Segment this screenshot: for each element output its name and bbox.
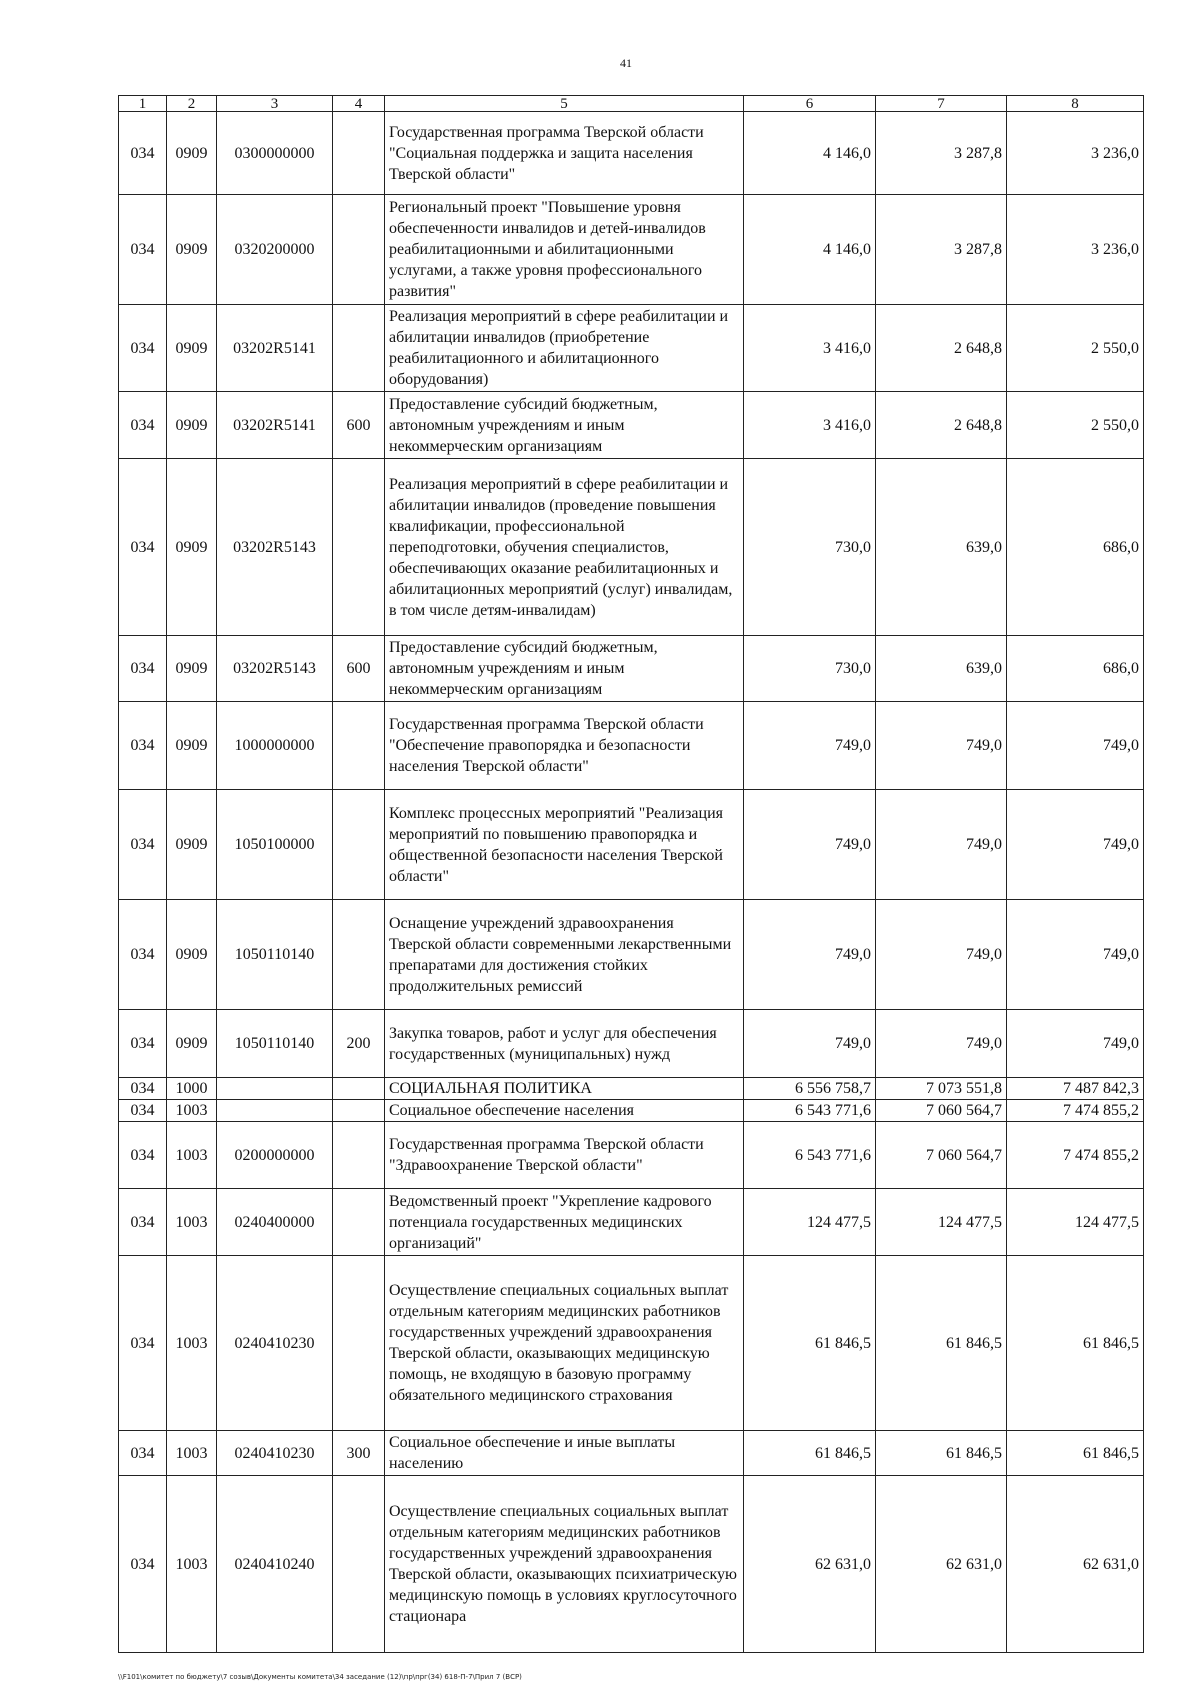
cell-description: Ведомственный проект "Укрепление кадрового потенциала государственных медицинских организаций"	[385, 1189, 744, 1256]
cell-target-article: 0240410240	[217, 1476, 333, 1653]
cell-expense-type	[333, 1100, 385, 1122]
cell-target-article: 0240410230	[217, 1431, 333, 1476]
cell-ministry-code: 034	[119, 1476, 167, 1653]
cell-amount-col6: 749,0	[744, 1010, 876, 1078]
cell-amount-col6: 61 846,5	[744, 1256, 876, 1431]
cell-target-article: 03202R5141	[217, 305, 333, 392]
file-path-footer: \\F101\комитет по бюджету\7 созыв\Документы комитета\34 заседание (12)\пр\прг(34) 618-П-7\Прил 7 (ВСР)	[118, 1673, 522, 1681]
cell-ministry-code: 034	[119, 1122, 167, 1189]
cell-description: Реализация мероприятий в сфере реабилитации и абилитации инвалидов (приобретение реабилитационного и абилитационного оборудования)	[385, 305, 744, 392]
cell-amount-col7: 7 060 564,7	[876, 1122, 1007, 1189]
cell-section-code: 1003	[167, 1256, 217, 1431]
cell-amount-col6: 6 543 771,6	[744, 1122, 876, 1189]
column-header: 4	[333, 96, 385, 112]
cell-section-code: 1003	[167, 1476, 217, 1653]
column-header: 7	[876, 96, 1007, 112]
cell-ministry-code: 034	[119, 1010, 167, 1078]
cell-ministry-code: 034	[119, 112, 167, 195]
table-row	[119, 702, 1144, 790]
cell-section-code: 1003	[167, 1189, 217, 1256]
cell-target-article: 03202R5143	[217, 459, 333, 636]
cell-ministry-code: 034	[119, 1100, 167, 1122]
table-row	[119, 1431, 1144, 1476]
cell-ministry-code: 034	[119, 1431, 167, 1476]
cell-amount-col7: 2 648,8	[876, 305, 1007, 392]
cell-target-article: 1050110140	[217, 900, 333, 1010]
cell-amount-col7: 749,0	[876, 790, 1007, 900]
cell-section-code: 0909	[167, 392, 217, 459]
cell-section-code: 0909	[167, 305, 217, 392]
cell-ministry-code: 034	[119, 900, 167, 1010]
cell-section-code: 0909	[167, 702, 217, 790]
cell-amount-col7: 3 287,8	[876, 195, 1007, 305]
cell-target-article: 1050110140	[217, 1010, 333, 1078]
table-row	[119, 1256, 1144, 1431]
cell-amount-col6: 730,0	[744, 459, 876, 636]
cell-amount-col6: 124 477,5	[744, 1189, 876, 1256]
table-row	[119, 459, 1144, 636]
cell-target-article: 0240400000	[217, 1189, 333, 1256]
cell-target-article: 1000000000	[217, 702, 333, 790]
cell-amount-col7: 124 477,5	[876, 1189, 1007, 1256]
cell-amount-col8: 686,0	[1007, 459, 1144, 636]
cell-target-article: 0240410230	[217, 1256, 333, 1431]
cell-amount-col8: 62 631,0	[1007, 1476, 1144, 1653]
cell-amount-col7: 7 073 551,8	[876, 1078, 1007, 1100]
cell-amount-col6: 3 416,0	[744, 305, 876, 392]
cell-ministry-code: 034	[119, 1189, 167, 1256]
cell-amount-col6: 3 416,0	[744, 392, 876, 459]
cell-expense-type	[333, 702, 385, 790]
cell-description: СОЦИАЛЬНАЯ ПОЛИТИКА	[385, 1078, 744, 1100]
cell-target-article	[217, 1100, 333, 1122]
cell-target-article: 0320200000	[217, 195, 333, 305]
cell-section-code: 1003	[167, 1100, 217, 1122]
cell-amount-col6: 730,0	[744, 636, 876, 702]
table-row	[119, 636, 1144, 702]
cell-target-article: 0300000000	[217, 112, 333, 195]
cell-amount-col6: 749,0	[744, 900, 876, 1010]
cell-expense-type	[333, 1476, 385, 1653]
cell-section-code: 0909	[167, 195, 217, 305]
table-row	[119, 195, 1144, 305]
cell-ministry-code: 034	[119, 636, 167, 702]
cell-expense-type	[333, 112, 385, 195]
cell-amount-col8: 749,0	[1007, 702, 1144, 790]
cell-description: Осуществление специальных социальных выплат отдельным категориям медицинских работников государственных учреждений здравоохранения Тверской области, оказывающих медицинскую помощь, не входящую в базовую программу обязательного медицинского страхования	[385, 1256, 744, 1431]
cell-amount-col7: 7 060 564,7	[876, 1100, 1007, 1122]
cell-ministry-code: 034	[119, 305, 167, 392]
cell-amount-col8: 686,0	[1007, 636, 1144, 702]
cell-section-code: 0909	[167, 459, 217, 636]
cell-section-code: 0909	[167, 112, 217, 195]
table-row	[119, 1189, 1144, 1256]
table-row	[119, 1010, 1144, 1078]
cell-amount-col8: 3 236,0	[1007, 195, 1144, 305]
table-row	[119, 112, 1144, 195]
cell-ministry-code: 034	[119, 459, 167, 636]
cell-amount-col7: 61 846,5	[876, 1256, 1007, 1431]
cell-section-code: 0909	[167, 790, 217, 900]
cell-amount-col8: 749,0	[1007, 900, 1144, 1010]
cell-expense-type	[333, 1078, 385, 1100]
cell-expense-type	[333, 1189, 385, 1256]
cell-amount-col6: 62 631,0	[744, 1476, 876, 1653]
cell-amount-col6: 4 146,0	[744, 112, 876, 195]
cell-expense-type	[333, 900, 385, 1010]
cell-amount-col7: 61 846,5	[876, 1431, 1007, 1476]
cell-description: Региональный проект "Повышение уровня обеспеченности инвалидов и детей-инвалидов реабилитационными и абилитационными услугами, а также уровня профессионального развития"	[385, 195, 744, 305]
cell-description: Оснащение учреждений здравоохранения Тверской области современными лекарственными препаратами для достижения стойких продолжительных ремиссий	[385, 900, 744, 1010]
cell-amount-col7: 749,0	[876, 900, 1007, 1010]
cell-amount-col6: 61 846,5	[744, 1431, 876, 1476]
cell-expense-type	[333, 1122, 385, 1189]
budget-table	[118, 95, 1144, 1653]
table-row	[119, 392, 1144, 459]
table-row	[119, 1476, 1144, 1653]
cell-amount-col6: 749,0	[744, 702, 876, 790]
page-number: 41	[620, 56, 632, 70]
cell-ministry-code: 034	[119, 790, 167, 900]
cell-section-code: 1003	[167, 1431, 217, 1476]
column-header: 8	[1007, 96, 1144, 112]
table-row	[119, 1100, 1144, 1122]
cell-expense-type	[333, 195, 385, 305]
cell-expense-type	[333, 305, 385, 392]
header-row	[119, 96, 1144, 112]
cell-target-article: 1050100000	[217, 790, 333, 900]
cell-ministry-code: 034	[119, 1256, 167, 1431]
cell-amount-col7: 2 648,8	[876, 392, 1007, 459]
cell-section-code: 1003	[167, 1122, 217, 1189]
cell-description: Предоставление субсидий бюджетным, автономным учреждениям и иным некоммерческим организациям	[385, 392, 744, 459]
cell-amount-col7: 62 631,0	[876, 1476, 1007, 1653]
cell-description: Осуществление специальных социальных выплат отдельным категориям медицинских работников государственных учреждений здравоохранения Тверской области, оказывающих психиатрическую медицинскую помощь в условиях круглосуточного стационара	[385, 1476, 744, 1653]
cell-section-code: 0909	[167, 1010, 217, 1078]
cell-expense-type: 600	[333, 392, 385, 459]
cell-amount-col8: 61 846,5	[1007, 1431, 1144, 1476]
cell-amount-col6: 6 543 771,6	[744, 1100, 876, 1122]
cell-ministry-code: 034	[119, 392, 167, 459]
cell-amount-col6: 749,0	[744, 790, 876, 900]
cell-description: Реализация мероприятий в сфере реабилитации и абилитации инвалидов (проведение повышения квалификации, профессиональной переподготовки, обучения специалистов, обеспечивающих оказание реабилитационных и абилитационных мероприятий (услуг) инвалидам, в том числе детям-инвалидам)	[385, 459, 744, 636]
cell-amount-col8: 2 550,0	[1007, 305, 1144, 392]
cell-section-code: 0909	[167, 636, 217, 702]
column-header: 2	[167, 96, 217, 112]
cell-amount-col7: 749,0	[876, 1010, 1007, 1078]
cell-amount-col7: 639,0	[876, 636, 1007, 702]
table-row	[119, 790, 1144, 900]
table-row	[119, 1078, 1144, 1100]
table-row	[119, 1122, 1144, 1189]
cell-amount-col8: 749,0	[1007, 790, 1144, 900]
cell-amount-col8: 7 474 855,2	[1007, 1122, 1144, 1189]
cell-expense-type: 300	[333, 1431, 385, 1476]
cell-amount-col7: 639,0	[876, 459, 1007, 636]
cell-description: Комплекс процессных мероприятий "Реализация мероприятий по повышению правопорядка и общественной безопасности населения Тверской области"	[385, 790, 744, 900]
cell-amount-col8: 61 846,5	[1007, 1256, 1144, 1431]
cell-ministry-code: 034	[119, 1078, 167, 1100]
column-header: 6	[744, 96, 876, 112]
cell-expense-type: 600	[333, 636, 385, 702]
cell-amount-col6: 4 146,0	[744, 195, 876, 305]
cell-section-code: 1000	[167, 1078, 217, 1100]
cell-description: Государственная программа Тверской области "Социальная поддержка и защита населения Тверской области"	[385, 112, 744, 195]
cell-amount-col8: 7 487 842,3	[1007, 1078, 1144, 1100]
cell-ministry-code: 034	[119, 195, 167, 305]
cell-description: Закупка товаров, работ и услуг для обеспечения государственных (муниципальных) нужд	[385, 1010, 744, 1078]
cell-expense-type	[333, 1256, 385, 1431]
cell-description: Государственная программа Тверской области "Здравоохранение Тверской области"	[385, 1122, 744, 1189]
column-header: 1	[119, 96, 167, 112]
cell-target-article	[217, 1078, 333, 1100]
cell-expense-type: 200	[333, 1010, 385, 1078]
cell-amount-col8: 7 474 855,2	[1007, 1100, 1144, 1122]
cell-description: Предоставление субсидий бюджетным, автономным учреждениям и иным некоммерческим организациям	[385, 636, 744, 702]
cell-expense-type	[333, 459, 385, 636]
cell-description: Социальное обеспечение и иные выплаты населению	[385, 1431, 744, 1476]
cell-description: Государственная программа Тверской области "Обеспечение правопорядка и безопасности населения Тверской области"	[385, 702, 744, 790]
column-header: 5	[385, 96, 744, 112]
cell-description: Социальное обеспечение населения	[385, 1100, 744, 1122]
cell-target-article: 03202R5141	[217, 392, 333, 459]
cell-amount-col8: 124 477,5	[1007, 1189, 1144, 1256]
column-header: 3	[217, 96, 333, 112]
table-row	[119, 305, 1144, 392]
cell-expense-type	[333, 790, 385, 900]
cell-amount-col6: 6 556 758,7	[744, 1078, 876, 1100]
cell-amount-col8: 2 550,0	[1007, 392, 1144, 459]
cell-ministry-code: 034	[119, 702, 167, 790]
cell-target-article: 03202R5143	[217, 636, 333, 702]
cell-amount-col7: 3 287,8	[876, 112, 1007, 195]
cell-amount-col8: 749,0	[1007, 1010, 1144, 1078]
cell-amount-col8: 3 236,0	[1007, 112, 1144, 195]
cell-target-article: 0200000000	[217, 1122, 333, 1189]
table-row	[119, 900, 1144, 1010]
cell-amount-col7: 749,0	[876, 702, 1007, 790]
cell-section-code: 0909	[167, 900, 217, 1010]
